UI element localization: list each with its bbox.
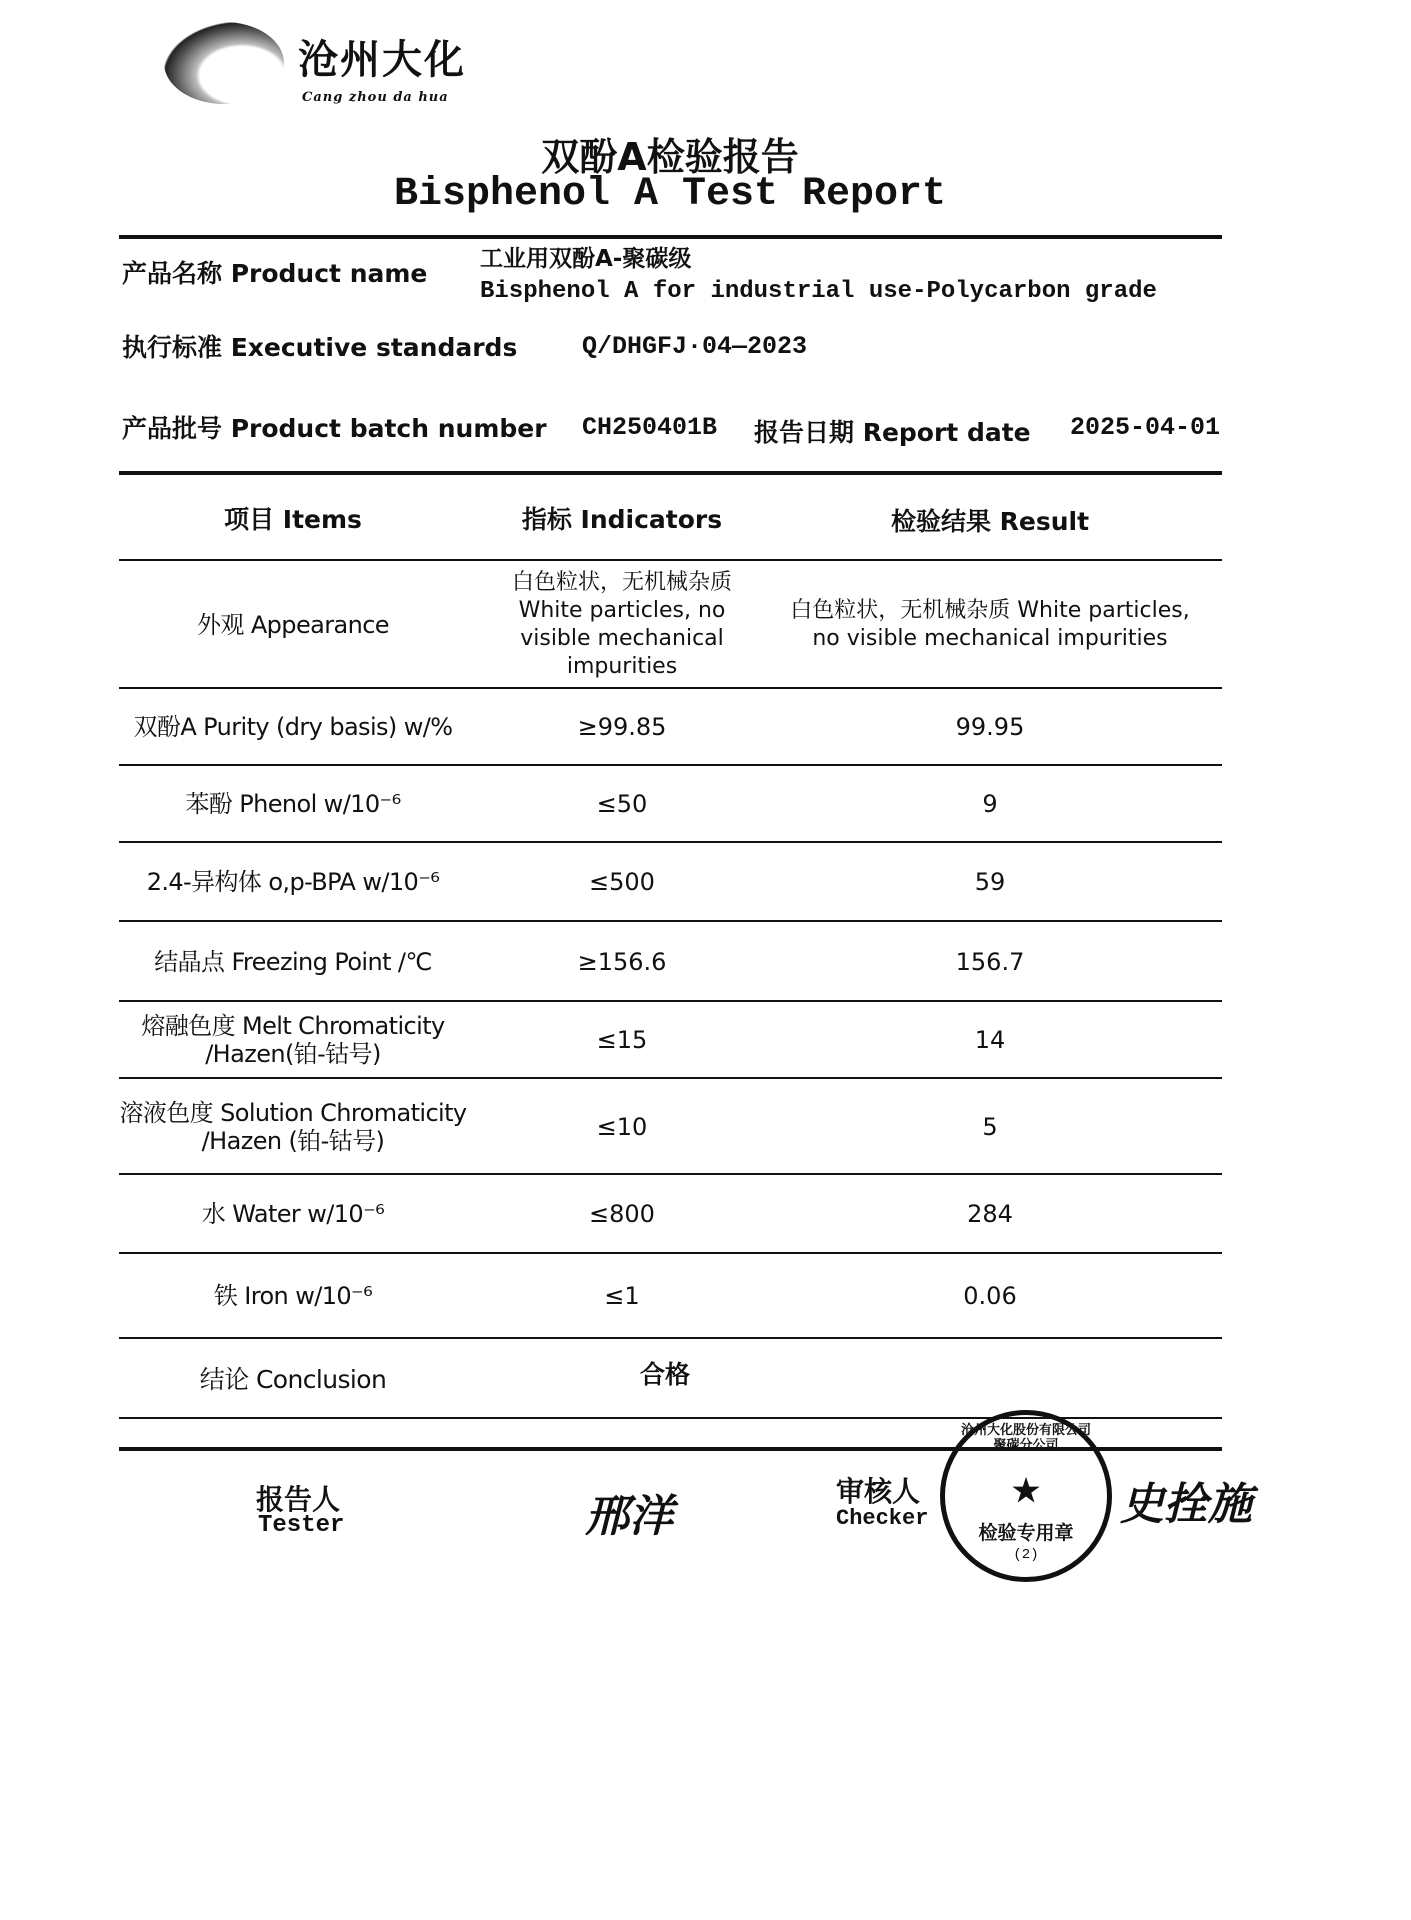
row-item: 熔融色度 Melt Chromaticity /Hazen(铂-钴号) <box>141 1012 445 1068</box>
row-item: 双酚A Purity (dry basis) w/% <box>133 713 453 741</box>
header-indicators: 指标 Indicators <box>521 505 723 534</box>
divider <box>119 471 1222 475</box>
logo-cn: 沧州大化 <box>298 37 466 83</box>
divider <box>119 235 1222 239</box>
checker-label-cn: 审核人 <box>836 1475 921 1508</box>
row-result: 14 <box>974 1026 1006 1054</box>
conclusion-label: 结论 Conclusion <box>199 1365 387 1394</box>
row-indicator: ≤500 <box>589 868 655 896</box>
row-result: 99.95 <box>955 713 1025 741</box>
row-result: 284 <box>967 1200 1013 1228</box>
row-item: 水 Water w/10⁻⁶ <box>201 1200 385 1228</box>
standard-label: 执行标准 Executive standards <box>122 333 518 362</box>
row-divider <box>119 1000 1222 1002</box>
divider <box>119 559 1222 561</box>
row-item: 苯酚 Phenol w/10⁻⁶ <box>185 790 401 818</box>
row-indicator: ≤10 <box>596 1112 648 1141</box>
batch-value: CH250401B <box>582 413 718 442</box>
row-item: 2.4-异构体 o,p-BPA w/10⁻⁶ <box>146 868 440 896</box>
row-item: 溶液色度 Solution Chromaticity /Hazen (铂-钴号) <box>119 1098 467 1155</box>
tester-label-en: Tester <box>258 1512 345 1539</box>
row-divider <box>119 687 1222 689</box>
row-indicator: ≥99.85 <box>577 713 667 741</box>
product-name-label: 产品名称 Product name <box>122 259 428 288</box>
row-indicator: ≤800 <box>589 1200 655 1228</box>
row-divider <box>119 1337 1222 1339</box>
seal-company: 沧州大化股份有限公司聚碳分公司 <box>960 1423 1091 1453</box>
title-cn: 双酚A检验报告 <box>541 135 799 179</box>
row-result: 59 <box>974 868 1006 896</box>
row-item: 铁 Iron w/10⁻⁶ <box>213 1282 373 1310</box>
row-result: 9 <box>982 790 998 818</box>
title-en: Bisphenol A Test Report <box>393 172 947 217</box>
standard-value: Q/DHGFJ·04—2023 <box>582 332 808 361</box>
report-date-label: 报告日期 Report date <box>754 418 1031 447</box>
star-icon: ★ <box>1010 1462 1042 1519</box>
product-name-en: Bisphenol A for industrial use-Polycarbon grade <box>480 278 1157 305</box>
row-indicator: ≤50 <box>596 790 648 818</box>
row-indicator: 白色粒状，无机械杂质 White particles, no visible mechanical impurities <box>511 569 732 679</box>
inspection-seal <box>940 1410 1112 1582</box>
row-indicator: ≤1 <box>604 1282 640 1310</box>
header-items: 项目 Items <box>224 505 362 534</box>
conclusion-value: 合格 <box>640 1360 691 1389</box>
row-indicator: ≤15 <box>596 1026 648 1054</box>
row-result: 0.06 <box>963 1282 1017 1310</box>
checker-label-en: Checker <box>836 1506 929 1531</box>
row-item: 外观 Appearance <box>197 610 389 639</box>
checker-signature: 史拴施 <box>1120 1479 1252 1530</box>
batch-label: 产品批号 Product batch number <box>122 414 547 443</box>
seal-number: (2) <box>1013 1547 1039 1563</box>
row-divider <box>119 920 1222 922</box>
tester-label-cn: 报告人 <box>256 1483 341 1516</box>
row-divider <box>119 1077 1222 1079</box>
row-divider <box>119 841 1222 843</box>
row-divider <box>119 1252 1222 1254</box>
logo-en: Cang zhou da hua <box>302 90 449 105</box>
row-result: 156.7 <box>955 947 1025 976</box>
header-result: 检验结果 Result <box>890 507 1090 536</box>
report-date-value: 2025-04-01 <box>1070 413 1221 442</box>
row-indicator: ≥156.6 <box>577 947 667 976</box>
row-result: 5 <box>982 1112 998 1141</box>
tester-signature: 邢洋 <box>585 1491 673 1542</box>
row-divider <box>119 1173 1222 1175</box>
row-item: 结晶点 Freezing Point /℃ <box>154 947 432 976</box>
seal-purpose: 检验专用章 <box>978 1522 1074 1544</box>
row-divider <box>119 764 1222 766</box>
logo-mark-icon <box>164 22 284 104</box>
product-name-cn: 工业用双酚A-聚碳级 <box>480 246 692 272</box>
company-logo <box>160 22 540 112</box>
row-result: 白色粒状，无机械杂质 White particles, no visible mechanical impurities <box>790 597 1190 651</box>
